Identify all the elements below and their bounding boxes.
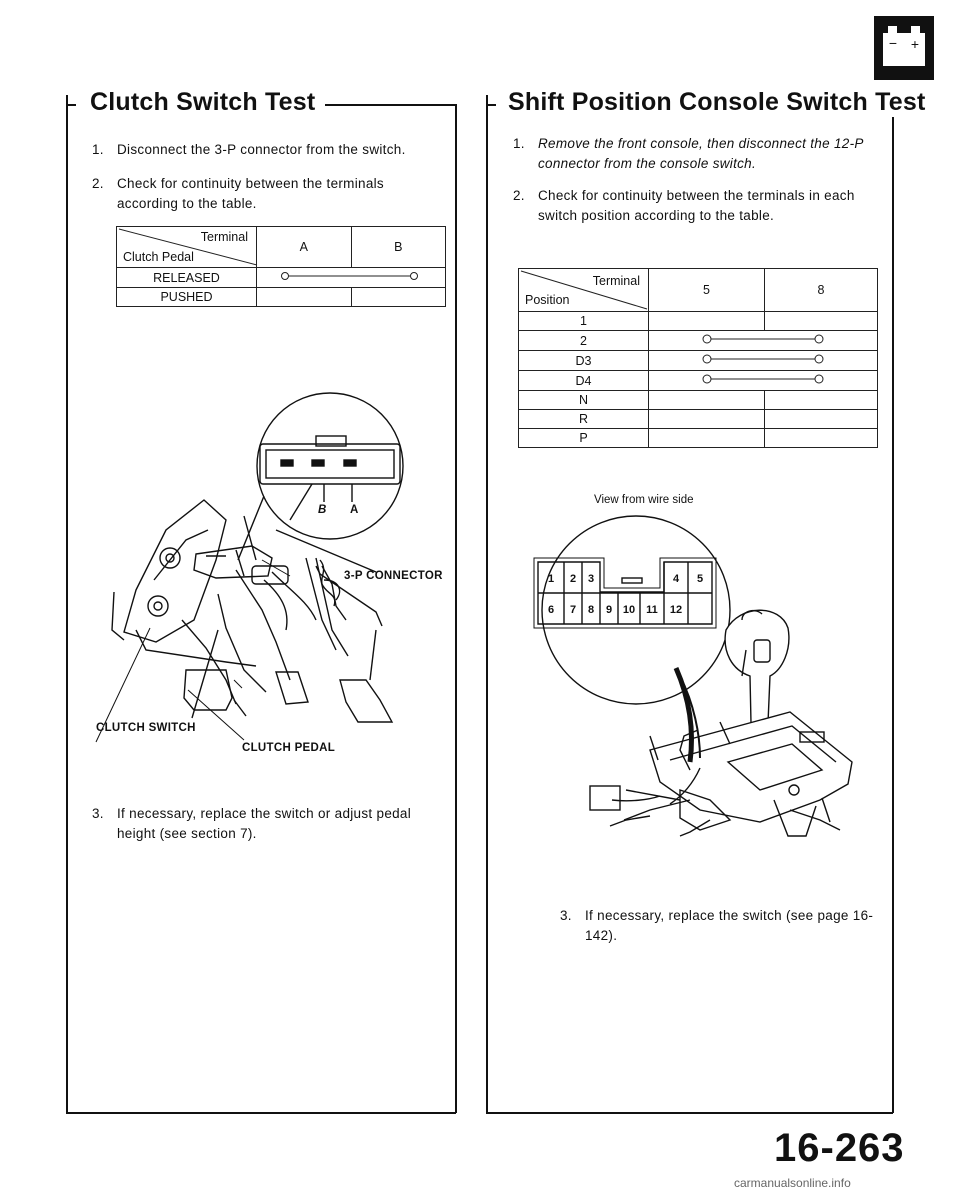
continuity-cell: [649, 371, 878, 391]
right-step-3: 3. If necessary, replace the switch (see page 16-142).: [560, 908, 874, 943]
row-label-pushed: PUSHED: [117, 288, 257, 307]
svg-text:−: −: [888, 35, 898, 51]
table-row: [519, 371, 878, 391]
connector-pin-label: 1: [547, 573, 555, 585]
col-header-5: 5: [649, 269, 765, 312]
battery-icon: [874, 16, 934, 80]
corner-terminal: Terminal: [592, 274, 640, 288]
view-label: View from wire side: [594, 494, 694, 506]
page-number: 16-263: [774, 1126, 905, 1170]
continuity-cell: [649, 331, 878, 351]
connector-pin-label: 2: [569, 573, 577, 585]
connector-pin-label: 3: [587, 573, 595, 585]
table-row: [519, 331, 878, 351]
row-label: 1: [519, 312, 649, 331]
empty-cell: [765, 429, 878, 448]
row-label: 2: [519, 331, 649, 351]
connector-pin-label: 5: [696, 573, 704, 585]
empty-cell: [649, 391, 765, 410]
clutch-continuity-table: [116, 226, 446, 307]
table-row: [519, 391, 878, 410]
table-row: [519, 429, 878, 448]
clutch-pedal-callout: CLUTCH PEDAL: [242, 742, 336, 754]
connector-pin-label: 4: [672, 573, 680, 585]
right-step-1: 1. Remove the front console, then disconnect the 12-P connector from the console switch.: [513, 136, 864, 171]
connector-pin-label: 11: [646, 604, 658, 616]
pin-a-label: A: [350, 504, 359, 516]
col-header-8: 8: [765, 269, 878, 312]
corner-clutch-pedal: Clutch Pedal: [123, 250, 194, 264]
connector-pin-label: 10: [622, 604, 636, 616]
clutch-switch-callout: CLUTCH SWITCH: [96, 722, 196, 734]
shift-position-continuity-table: [518, 268, 878, 448]
empty-cell: [765, 410, 878, 429]
connector-pin-label: 9: [605, 604, 613, 616]
connector-callout: 3-P CONNECTOR: [344, 570, 443, 582]
empty-cell: [649, 312, 765, 331]
left-section-title: Clutch Switch Test: [80, 88, 325, 117]
row-label: D4: [519, 371, 649, 391]
connector-pin-label: 6: [547, 604, 555, 616]
empty-cell: [649, 410, 765, 429]
connector-pin-label: 12: [669, 604, 683, 616]
svg-text:+: +: [910, 36, 920, 52]
table-row: [519, 410, 878, 429]
row-label: N: [519, 391, 649, 410]
row-label-released: RELEASED: [117, 268, 257, 288]
empty-cell: [765, 391, 878, 410]
pin-b-label: B: [318, 504, 327, 516]
right-section-title: Shift Position Console Switch Test: [498, 88, 935, 117]
left-step-1: 1. Disconnect the 3-P connector from the switch.: [92, 142, 406, 157]
empty-cell: [649, 429, 765, 448]
corner-position: Position: [525, 293, 570, 307]
empty-cell: [765, 312, 878, 331]
corner-terminal: Terminal: [200, 230, 248, 244]
console-switch-diagram: [530, 500, 870, 860]
col-header-b: B: [351, 227, 446, 268]
left-step-2: 2. Check for continuity between the terminals according to the table.: [92, 176, 384, 211]
connector-pin-label: 7: [569, 604, 577, 616]
footer-watermark: carmanualsonline.info: [734, 1176, 851, 1190]
table-row: [519, 312, 878, 331]
table-row: [519, 351, 878, 371]
continuity-released: [257, 268, 446, 288]
col-header-a: A: [257, 227, 352, 268]
row-label: R: [519, 410, 649, 429]
left-step-3: 3. If necessary, replace the switch or adjust pedal height (see section 7).: [92, 806, 412, 841]
row-label: D3: [519, 351, 649, 371]
right-step-2: 2. Check for continuity between the terminals in each switch position according to the table.: [513, 188, 855, 223]
row-label: P: [519, 429, 649, 448]
continuity-cell: [649, 351, 878, 371]
connector-pin-label: 8: [587, 604, 595, 616]
